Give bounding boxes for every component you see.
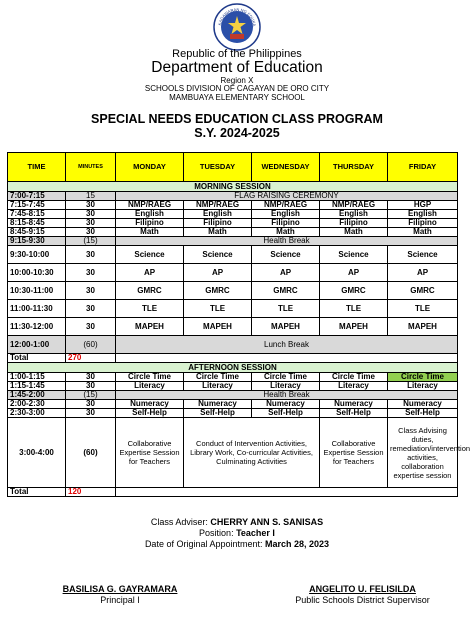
subject-cell: Circle Time xyxy=(184,373,252,382)
table-row xyxy=(8,246,458,264)
minutes-cell: 30 xyxy=(66,282,116,300)
minutes-cell: 30 xyxy=(66,246,116,264)
subject-cell: Filipino xyxy=(320,219,388,228)
deped-seal-logo xyxy=(213,3,261,51)
adviser-label: Class Adviser: xyxy=(150,517,211,527)
position-value: Teacher I xyxy=(236,528,275,538)
total-row xyxy=(8,354,458,363)
principal-name: BASILISA G. GAYRAMARA xyxy=(62,584,178,594)
subject-cell: Filipino xyxy=(252,219,320,228)
subject-cell: AP xyxy=(320,264,388,282)
school-year-title: S.Y. 2024-2025 xyxy=(194,126,280,140)
subject-cell: MAPEH xyxy=(388,318,458,336)
time-cell: 7:00-7:15 xyxy=(8,192,66,201)
supervisor-name: ANGELITO U. FELISILDA xyxy=(309,584,416,594)
subject-cell: AP xyxy=(116,264,184,282)
subject-cell: Circle Time xyxy=(252,373,320,382)
time-cell: 1:15-1:45 xyxy=(8,382,66,391)
total-row xyxy=(8,488,458,497)
col-header-monday: MONDAY xyxy=(116,153,184,182)
subject-cell: HGP xyxy=(388,201,458,210)
subject-cell: MAPEH xyxy=(116,318,184,336)
subject-cell: Literacy xyxy=(116,382,184,391)
col-header-thursday: THURSDAY xyxy=(320,153,388,182)
subject-cell: Numeracy xyxy=(388,400,458,409)
department-label: Department of Education xyxy=(151,59,323,76)
col-header-minutes: MINUTES xyxy=(66,153,116,182)
subject-cell: Math xyxy=(320,228,388,237)
minutes-cell: 30 xyxy=(66,201,116,210)
subject-cell: TLE xyxy=(388,300,458,318)
subject-cell: English xyxy=(184,210,252,219)
subject-cell: AP xyxy=(252,264,320,282)
subject-cell: MAPEH xyxy=(252,318,320,336)
minutes-cell: 30 xyxy=(66,264,116,282)
subject-cell: GMRC xyxy=(388,282,458,300)
subject-cell: Numeracy xyxy=(320,400,388,409)
subject-cell: Circle Time xyxy=(116,373,184,382)
minutes-cell: 30 xyxy=(66,409,116,418)
subject-cell: Literacy xyxy=(388,382,458,391)
subject-cell: Circle Time xyxy=(388,373,458,382)
appointment-label: Date of Original Appointment: xyxy=(144,539,266,549)
table-row xyxy=(8,201,458,210)
table-row xyxy=(8,237,458,246)
class-adviser-line xyxy=(0,517,474,527)
appointment-date: March 28, 2023 xyxy=(265,539,330,549)
position-label: Position: xyxy=(199,528,237,538)
subject-cell: Literacy xyxy=(184,382,252,391)
break-cell: FLAG RAISING CEREMONY xyxy=(116,192,458,201)
table-row xyxy=(8,336,458,354)
subject-cell: Science xyxy=(252,246,320,264)
subject-cell: MAPEH xyxy=(320,318,388,336)
col-header-tuesday: TUESDAY xyxy=(184,153,252,182)
minutes-cell: (15) xyxy=(66,237,116,246)
subject-cell: Self-Help xyxy=(388,409,458,418)
subject-cell: Circle Time xyxy=(320,373,388,382)
subject-cell: GMRC xyxy=(320,282,388,300)
subject-cell: Literacy xyxy=(252,382,320,391)
position-line xyxy=(0,528,474,538)
svg-text:KAGAWARAN NG EDUKASYON: KAGAWARAN NG EDUKA xyxy=(217,6,258,27)
table-row xyxy=(8,409,458,418)
school-label: MAMBUAYA ELEMENTARY SCHOOL xyxy=(169,93,305,102)
table-row xyxy=(8,228,458,237)
subject-cell: Self-Help xyxy=(252,409,320,418)
thursday-activity: Collaborative Expertise Session for Teachers xyxy=(320,418,388,488)
time-cell: 8:45-9:15 xyxy=(8,228,66,237)
total-label: Total xyxy=(8,488,66,497)
subject-cell: Numeracy xyxy=(184,400,252,409)
subject-cell: Science xyxy=(116,246,184,264)
minutes-cell: 15 xyxy=(66,192,116,201)
time-cell: 11:00-11:30 xyxy=(8,300,66,318)
morning-session-row xyxy=(8,182,458,192)
subject-cell: Numeracy xyxy=(116,400,184,409)
time-cell: 3:00-4:00 xyxy=(8,418,66,488)
minutes-cell: (60) xyxy=(66,418,116,488)
subject-cell: Literacy xyxy=(320,382,388,391)
subject-cell: MAPEH xyxy=(184,318,252,336)
table-row xyxy=(8,264,458,282)
col-header-time: TIME xyxy=(8,153,66,182)
subject-cell: AP xyxy=(388,264,458,282)
supervisor-title: Public Schools District Supervisor xyxy=(295,595,430,605)
subject-cell: English xyxy=(388,210,458,219)
subject-cell: NMP/RAEG xyxy=(320,201,388,210)
region-label: Region X xyxy=(220,76,254,85)
break-cell: Health Break xyxy=(116,237,458,246)
time-cell: 7:15-7:45 xyxy=(8,201,66,210)
subject-cell: Science xyxy=(320,246,388,264)
time-cell: 1:00-1:15 xyxy=(8,373,66,382)
time-cell: 11:30-12:00 xyxy=(8,318,66,336)
minutes-cell: 30 xyxy=(66,382,116,391)
subject-cell: Science xyxy=(388,246,458,264)
adviser-name: CHERRY ANN S. SANISAS xyxy=(210,517,324,527)
minutes-cell: 30 xyxy=(66,400,116,409)
total-blank xyxy=(116,488,458,497)
total-minutes: 120 xyxy=(66,488,116,497)
subject-cell: AP xyxy=(184,264,252,282)
subject-cell: Filipino xyxy=(388,219,458,228)
minutes-cell: 30 xyxy=(66,219,116,228)
time-cell: 8:15-8:45 xyxy=(8,219,66,228)
table-row xyxy=(8,318,458,336)
table-row xyxy=(8,210,458,219)
subject-cell: Self-Help xyxy=(184,409,252,418)
table-row xyxy=(8,300,458,318)
col-header-wednesday: WEDNESDAY xyxy=(252,153,320,182)
subject-cell: Science xyxy=(184,246,252,264)
table-row xyxy=(8,282,458,300)
subject-cell: Numeracy xyxy=(252,400,320,409)
minutes-cell: 30 xyxy=(66,318,116,336)
time-cell: 1:45-2:00 xyxy=(8,391,66,400)
time-cell: 9:30-10:00 xyxy=(8,246,66,264)
subject-cell: Self-Help xyxy=(116,409,184,418)
subject-cell: TLE xyxy=(320,300,388,318)
break-cell: Lunch Break xyxy=(116,336,458,354)
subject-cell: Math xyxy=(116,228,184,237)
subject-cell: Self-Help xyxy=(320,409,388,418)
time-cell: 7:45-8:15 xyxy=(8,210,66,219)
total-blank xyxy=(116,354,458,363)
afternoon-session-row-label: AFTERNOON SESSION xyxy=(8,363,458,373)
tuesday-wednesday-activity: Conduct of Intervention Activities, Library Work, Co-curricular Activities, Culminating Activities xyxy=(184,418,320,488)
table-row xyxy=(8,219,458,228)
minutes-cell: 30 xyxy=(66,228,116,237)
subject-cell: GMRC xyxy=(184,282,252,300)
appointment-line xyxy=(0,539,474,549)
monday-activity: Collaborative Expertise Session for Teachers xyxy=(116,418,184,488)
table-row xyxy=(8,418,458,488)
minutes-cell: 30 xyxy=(66,210,116,219)
minutes-cell: (60) xyxy=(66,336,116,354)
friday-activity: Class Advising duties, remediation/intervention activities, collaboration expertise session xyxy=(388,418,458,488)
subject-cell: English xyxy=(320,210,388,219)
minutes-cell: 30 xyxy=(66,373,116,382)
time-cell: 10:30-11:00 xyxy=(8,282,66,300)
subject-cell: English xyxy=(252,210,320,219)
table-header-row xyxy=(8,153,458,182)
afternoon-session-row xyxy=(8,363,458,373)
subject-cell: TLE xyxy=(252,300,320,318)
division-label: SCHOOLS DIVISION OF CAGAYAN DE ORO CITY xyxy=(144,84,330,93)
subject-cell: Math xyxy=(184,228,252,237)
subject-cell: GMRC xyxy=(252,282,320,300)
subject-cell: NMP/RAEG xyxy=(116,201,184,210)
total-minutes: 270 xyxy=(66,354,116,363)
minutes-cell: (15) xyxy=(66,391,116,400)
minutes-cell: 30 xyxy=(66,300,116,318)
class-program-table xyxy=(7,152,471,497)
time-cell: 10:00-10:30 xyxy=(8,264,66,282)
subject-cell: Math xyxy=(388,228,458,237)
time-cell: 2:30-3:00 xyxy=(8,409,66,418)
subject-cell: TLE xyxy=(184,300,252,318)
table-row xyxy=(8,382,458,391)
program-title: SPECIAL NEEDS EDUCATION CLASS PROGRAM xyxy=(91,112,383,126)
col-header-friday: FRIDAY xyxy=(388,153,458,182)
subject-cell: English xyxy=(116,210,184,219)
principal-title: Principal I xyxy=(100,595,140,605)
republic-label: Republic of the Philippines xyxy=(172,48,302,60)
break-cell: Health Break xyxy=(116,391,458,400)
morning-session-row-label: MORNING SESSION xyxy=(8,182,458,192)
time-cell: 2:00-2:30 xyxy=(8,400,66,409)
time-cell: 9:15-9:30 xyxy=(8,237,66,246)
time-cell: 12:00-1:00 xyxy=(8,336,66,354)
subject-cell: NMP/RAEG xyxy=(184,201,252,210)
subject-cell: Filipino xyxy=(116,219,184,228)
total-label: Total xyxy=(8,354,66,363)
subject-cell: Math xyxy=(252,228,320,237)
subject-cell: Filipino xyxy=(184,219,252,228)
subject-cell: GMRC xyxy=(116,282,184,300)
subject-cell: TLE xyxy=(116,300,184,318)
subject-cell: NMP/RAEG xyxy=(252,201,320,210)
